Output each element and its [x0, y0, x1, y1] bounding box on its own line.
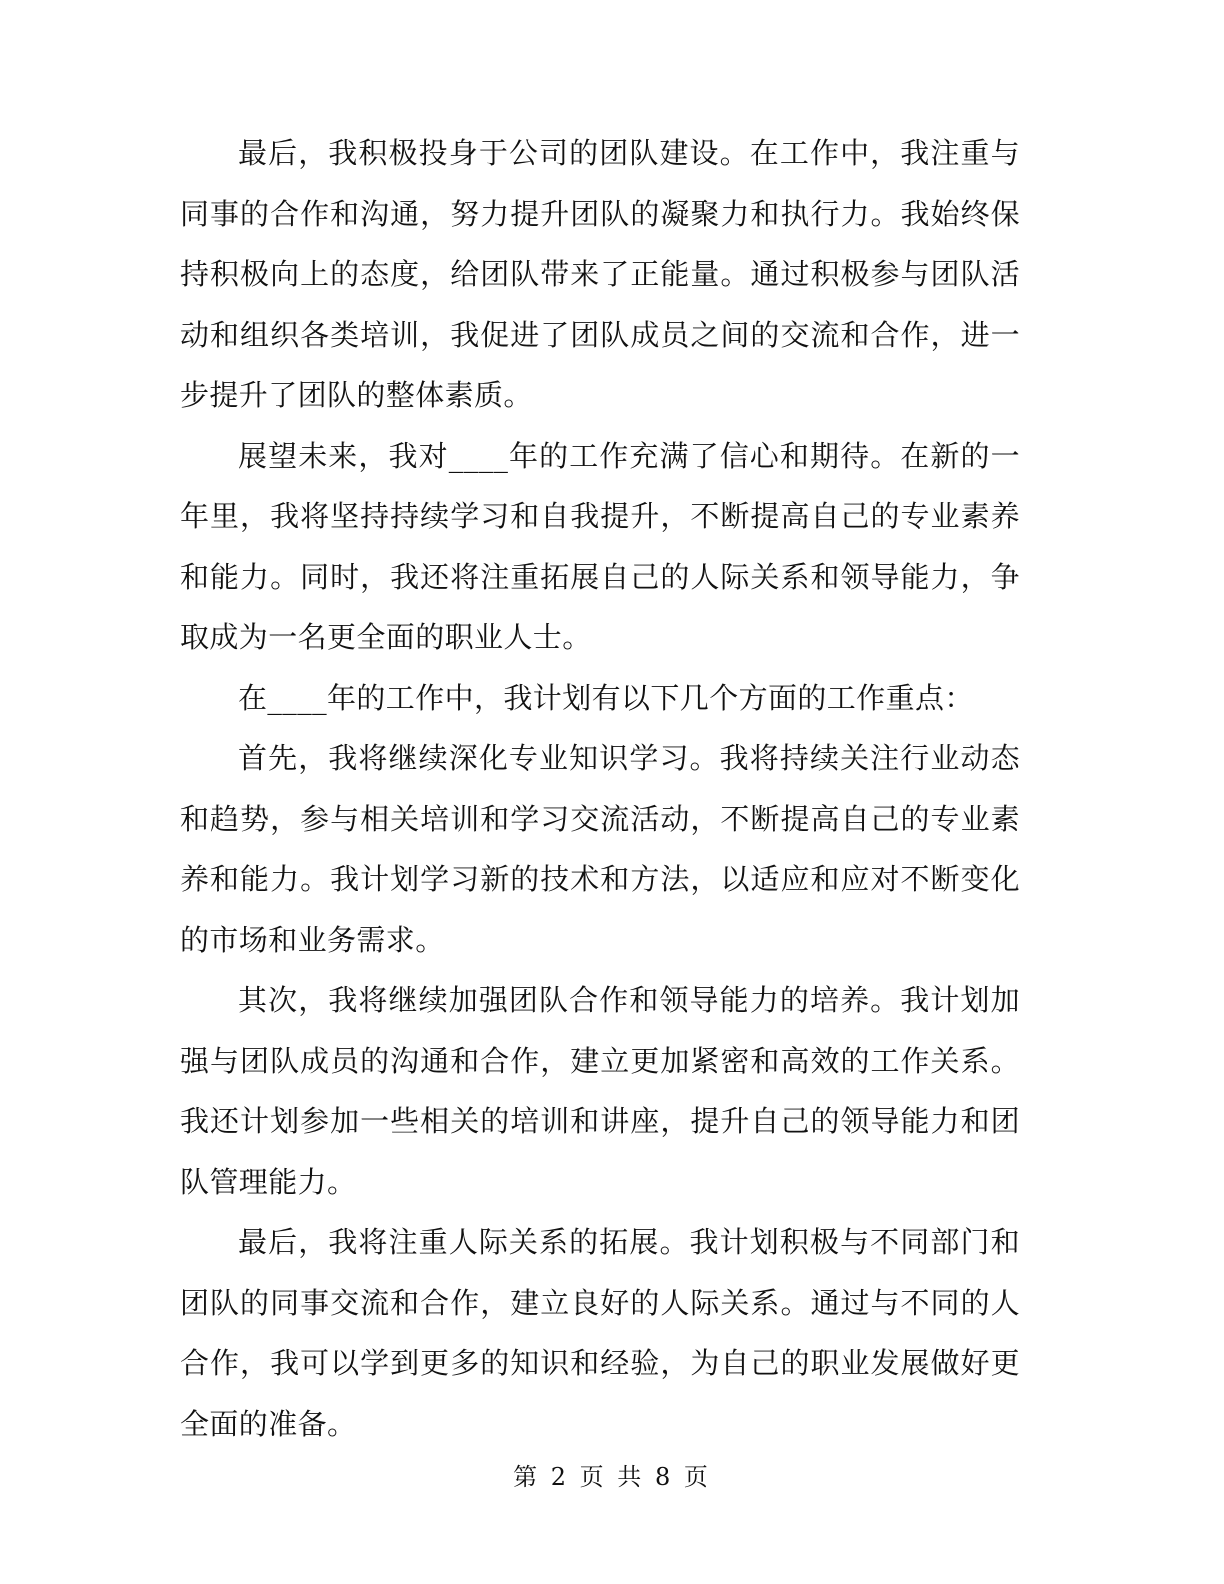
paragraph-team-building: 最后，我积极投身于公司的团队建设。在工作中，我注重与同事的合作和沟通，努力提升团队的凝聚力和执行力。我始终保持积极向上的态度，给团队带来了正能量。通过积极参与团队活动和组织各类培训，我促进了团队成员之间的交流和合作，进一步提升了团队的整体素质。	[180, 136, 1020, 412]
paragraph-outlook: 展望未来，我对____年的工作充满了信心和期待。在新的一年里，我将坚持持续学习和自我提升，不断提高自己的专业素养和能力。同时，我还将注重拓展自己的人际关系和领导能力，争取成为一名更全面的职业人士。	[180, 438, 1020, 654]
page-number-footer: 第 2 页 共 8 页	[513, 1463, 711, 1491]
paragraph-plan-first: 首先，我将继续深化专业知识学习。我将持续关注行业动态和趋势，参与相关培训和学习交流活动，不断提高自己的专业素养和能力。我计划学习新的技术和方法，以适应和应对不断变化的市场和业务需求。	[180, 741, 1020, 957]
paragraph-plan-second: 其次，我将继续加强团队合作和领导能力的培养。我计划加强与团队成员的沟通和合作，建立更加紧密和高效的工作关系。我还计划参加一些相关的培训和讲座，提升自己的领导能力和团队管理能力。	[180, 983, 1020, 1199]
paragraph-plan-last: 最后，我将注重人际关系的拓展。我计划积极与不同部门和团队的同事交流和合作，建立良好的人际关系。通过与不同的人合作，我可以学到更多的知识和经验，为自己的职业发展做好更全面的准备。	[180, 1225, 1020, 1441]
document-body	[180, 123, 1020, 1454]
paragraph-plan-intro: 在____年的工作中，我计划有以下几个方面的工作重点：	[238, 680, 974, 715]
